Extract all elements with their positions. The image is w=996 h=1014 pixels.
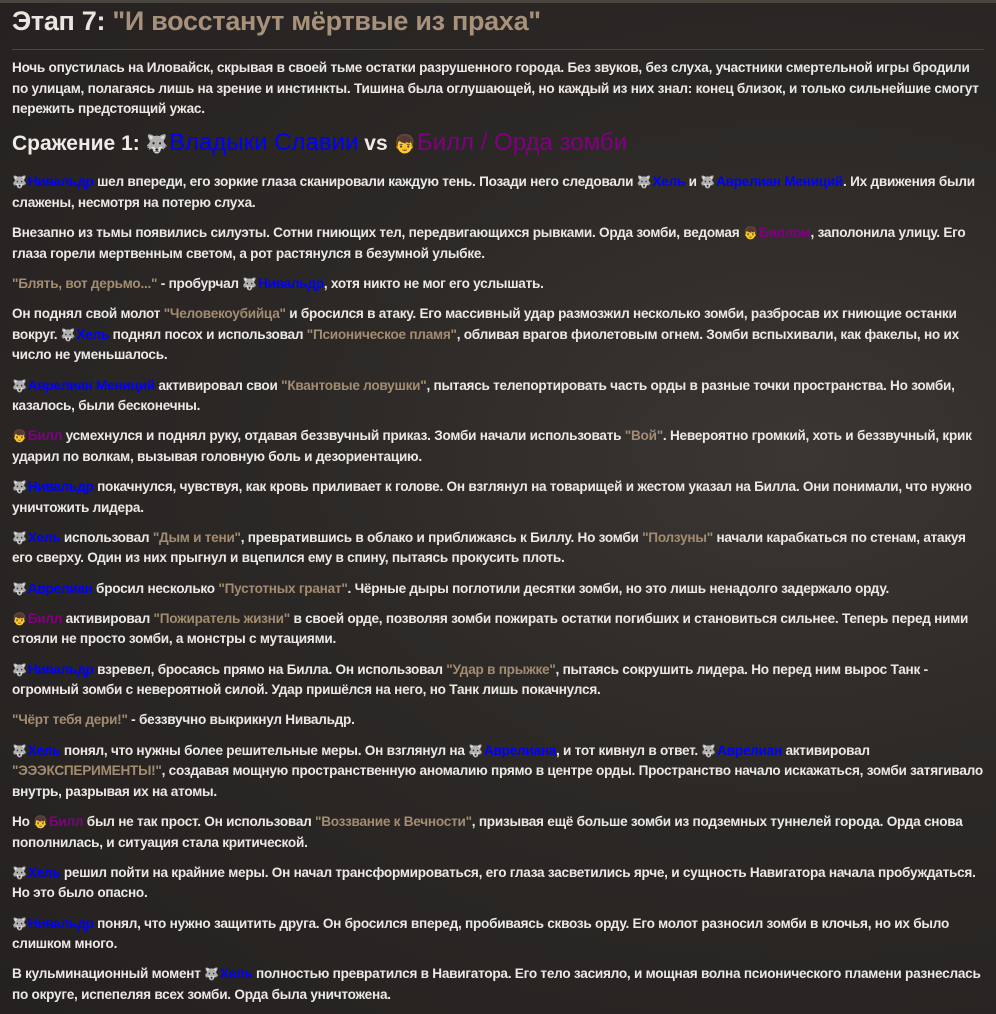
wolf-character-name: Нивальдр: [27, 661, 94, 677]
story-paragraph: [12, 274, 984, 295]
story-paragraph: [12, 477, 984, 518]
divider: [12, 49, 984, 50]
text: Он поднял свой молот: [12, 306, 164, 322]
text: бросил несколько: [92, 580, 219, 596]
text: использовал: [60, 529, 153, 545]
story-paragraph: [12, 426, 984, 467]
quoted-text: "Квантовые ловушки": [281, 377, 427, 393]
text: , создавая мощную пространственную аномалию прямо в центре орды. Пространство начало искажаться, зомби затягивало внутрь, разрывая их на атомы.: [12, 763, 983, 799]
team2-name: Билл / Орда зомби: [416, 129, 628, 157]
text: покачнулся, чувствуя, как кровь приливает к голове. Он взглянул на товарищей и жестом указал на Билла. Они понимали, что нужно уничтожить лидера.: [12, 479, 972, 515]
story-paragraph: [12, 863, 984, 904]
text: Но: [12, 813, 34, 829]
bill-character-name: Биллом: [758, 225, 811, 241]
wolf-icon: 🐺: [636, 175, 652, 190]
quoted-text: "Чёрт тебя дери!": [12, 712, 128, 728]
wolf-icon: 🐺: [242, 276, 258, 291]
wolf-character-name: Аврелиан: [27, 580, 93, 596]
text: начали карабкаться по стенам, атакуя его сверху. Один из них прыгнул и вцепился ему в спину, пытаясь прокусить плоть.: [12, 529, 966, 566]
story-paragraph: [12, 609, 984, 650]
wolf-icon: 🐺: [12, 378, 27, 393]
vs-label: vs: [358, 132, 394, 156]
story-paragraph: [12, 710, 984, 731]
title-prefix: Этап 7:: [12, 6, 113, 36]
text: и бросился в атаку. Его массивный удар размозжил несколько зомби, разбросав их гниющие останки вокруг.: [12, 306, 957, 342]
wolf-character-name: Аврелиан Мениций: [27, 377, 155, 393]
quoted-text: "ЭЭЭКСПЕРИМЕНТЫ!": [12, 763, 162, 779]
text: . Чёрные дыры поглотили десятки зомби, но это лишь ненадолго задержало орду.: [347, 580, 889, 596]
text: был не так прост. Он использовал: [83, 813, 316, 829]
wolf-character-name: Хель: [27, 529, 61, 545]
wolf-character-name: Аврелиан Мениций: [715, 174, 844, 190]
wolf-character-name: Нивальдр: [27, 174, 94, 190]
story-paragraph: [12, 660, 984, 701]
wolf-character-name: Хель: [652, 174, 686, 190]
page-title: [12, 3, 984, 37]
wolf-icon: 🐺: [701, 743, 717, 758]
bill-character-name: Билл: [27, 610, 63, 626]
quoted-text: "Пожиратель жизни": [153, 610, 290, 626]
quoted-text: "Дым и тени": [152, 529, 241, 545]
bill-character-name: Билл: [27, 428, 63, 444]
wolf-icon: 🐺: [12, 581, 27, 596]
text: полностью превратился в Навигатора. Его тело засияло, и мощная волна псионического пламени разнеслась по округе, испепеляя всех зомби. Орда была уничтожена.: [12, 966, 981, 1002]
story-paragraph: [12, 528, 984, 569]
text: и: [685, 174, 701, 190]
wolf-icon: 🐺: [12, 530, 27, 545]
text: , и тот кивнул в ответ.: [555, 742, 702, 758]
text: - беззвучно выкрикнул Нивальдр.: [127, 712, 355, 728]
wolf-icon: 🐺: [12, 662, 27, 677]
text: - пробурчал: [157, 275, 243, 291]
wolf-character-name: Хель: [76, 326, 110, 342]
text: , пытаясь сокрушить лидера. Но перед ним вырос Танк - огромный зомби с невероятной силой. Удар пришёлся на него, но Танк лишь покачнулся.: [12, 661, 928, 698]
story-paragraph: [12, 964, 984, 1005]
wolf-icon: 🐺: [12, 743, 27, 758]
wolf-character-name: Хель: [219, 966, 253, 982]
story-content: [0, 3, 996, 1005]
text: , превратившись в облако и приближаясь к Биллу. Но зомби: [240, 529, 643, 545]
text: , пытаясь телепортировать часть орды в разные точки пространства. Но зомби, казалось, были бесконечны.: [12, 377, 955, 414]
wolf-icon: 🐺: [12, 480, 27, 495]
wolf-character-name: Нивальдр: [27, 915, 94, 931]
text: активировал свои: [154, 377, 282, 393]
wolf-character-name: Аврелиана: [483, 742, 556, 758]
story-paragraph: [12, 579, 984, 600]
text: решил пойти на крайние меры. Он начал трансформироваться, его глаза засветились ярче, и сущность Навигатора начала пробуждаться. Но это было опасно.: [12, 864, 976, 901]
quoted-text: "Воззвание к Вечности": [315, 813, 472, 829]
intro-paragraph: Ночь опустилась на Иловайск, скрывая в своей тьме остатки разрушенного города. Без звуков, без слуха, участники смертельной игры бродили по улицам, полагаясь лишь на зрение и инстинкты. Тишина была оглушающей, но каждый из них знал: конец близок, и только сильнейшие смогут пережить предстоящий ужас.: [12, 60, 979, 117]
story-paragraph: [12, 741, 984, 803]
story-paragraph: [12, 812, 984, 853]
text: , обливая врагов фиолетовым огнем. Зомби вспыхивали, как факелы, но их число не уменьшалось.: [12, 326, 959, 363]
text: , хотя никто не мог его услышать.: [323, 275, 544, 291]
team1-name: Владыки Славии: [169, 129, 359, 157]
wolf-icon: 🐺: [700, 175, 715, 190]
text: усмехнулся и поднял руку, отдавая беззвучный приказ. Зомби начали использовать: [62, 428, 625, 444]
story-paragraph: [12, 376, 984, 417]
text: активировал: [781, 742, 870, 758]
story-paragraph: [12, 223, 984, 264]
text: . Невероятно громкий, хоть и беззвучный, крик ударил по волкам, вызывая головную боль и дезориентацию.: [12, 428, 972, 464]
wolf-icon: 🐺: [12, 865, 27, 880]
title-quote: "И восстанут мёртвые из праха": [112, 6, 541, 36]
wolf-character-name: Аврелиан: [717, 742, 782, 758]
story-paragraph: [12, 172, 984, 213]
quoted-text: "Блять, вот дерьмо...": [12, 275, 158, 291]
text: взревел, бросаясь прямо на Билла. Он использовал: [93, 661, 447, 677]
battle-label: Сражение 1:: [12, 132, 146, 156]
quoted-text: "Ползуны": [642, 529, 713, 545]
story-paragraph: [12, 304, 984, 366]
quoted-text: "Вой": [624, 428, 663, 444]
wolf-icon: 🐺: [12, 916, 27, 931]
text: активировал: [62, 610, 154, 626]
wolf-character-name: Хель: [27, 864, 61, 880]
text: В кульминационный момент: [12, 966, 205, 982]
person-icon: 👦: [12, 429, 27, 444]
person-icon: 👦: [742, 226, 758, 241]
text: понял, что нужны более решительные меры. Он взглянул на: [60, 742, 469, 758]
text: поднял посох и использовал: [109, 326, 307, 342]
person-icon: 👦: [12, 611, 27, 626]
text: Внезапно из тьмы появились силуэты. Сотни гниющих тел, передвигающихся рывками. Орда зомби, ведомая: [12, 225, 743, 241]
wolf-icon: 🐺: [60, 327, 76, 342]
wolf-icon: 🐺: [204, 967, 219, 982]
text: в своей орде, позволяя зомби пожирать остатки погибших и становиться сильнее. Теперь перед ними стояли не просто зомби, а монстры с мутациями.: [12, 610, 969, 647]
person-icon: 👦: [33, 814, 48, 829]
story-paragraph: [12, 914, 984, 955]
text: шел впереди, его зоркие глаза сканировали каждую тень. Позади него следовали: [93, 174, 637, 190]
battle-heading: [12, 129, 984, 158]
text: , призывая ещё больше зомби из подземных туннелей города. Орда снова пополнилась, и ситуация стала критической.: [12, 813, 963, 850]
wolf-character-name: Хель: [27, 742, 61, 758]
text: понял, что нужно защитить друга. Он бросился вперед, пробиваясь сквозь орду. Его молот разносил зомби в клочья, но их было слишком много.: [12, 915, 950, 952]
battle-paragraphs: [12, 172, 984, 1005]
wolf-icon: 🐺: [145, 134, 168, 155]
quoted-text: "Псионическое пламя": [306, 326, 457, 342]
text: , заполонила улицу. Его глаза горели мертвенным светом, а рот растянулся в безумной улыбке.: [12, 225, 966, 261]
wolf-icon: 🐺: [468, 743, 483, 758]
quoted-text: "Человекоубийца": [163, 306, 286, 322]
wolf-icon: 🐺: [12, 175, 27, 190]
wolf-character-name: Нивальдр: [27, 479, 94, 495]
wolf-character-name: Нивальдр: [258, 275, 324, 291]
person-icon: 👦: [393, 134, 416, 155]
quoted-text: "Удар в прыжке": [446, 661, 556, 677]
bill-character-name: Билл: [48, 813, 84, 829]
text: . Их движения были слажены, несмотря на потерю слуха.: [12, 174, 975, 210]
quoted-text: "Пустотных гранат": [218, 580, 348, 596]
